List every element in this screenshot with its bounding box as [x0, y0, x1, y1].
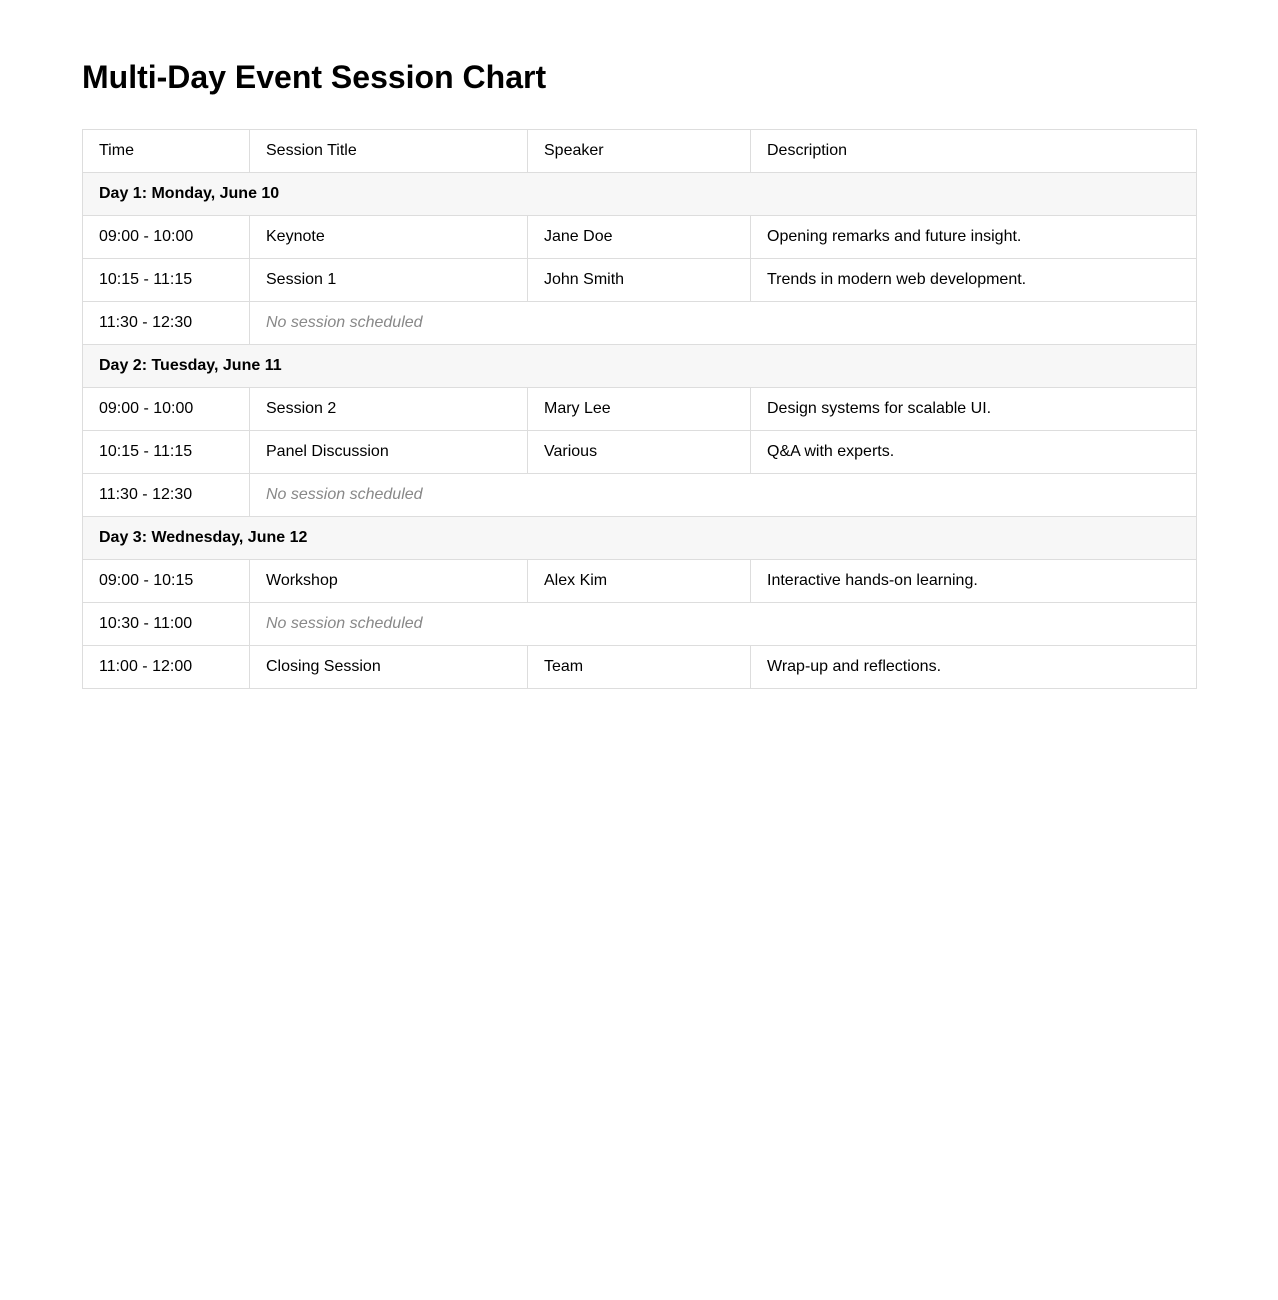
header-row: [83, 130, 1197, 173]
session-row: [83, 560, 1197, 603]
no-session-label: No session scheduled: [250, 474, 1197, 517]
session-time: 09:00 - 10:00: [83, 216, 250, 259]
day-header-row: [83, 345, 1197, 388]
column-header-time: Time: [83, 130, 250, 173]
day-label: Day 3: Wednesday, June 12: [83, 517, 1197, 560]
session-time: 10:15 - 11:15: [83, 259, 250, 302]
session-speaker: Mary Lee: [528, 388, 751, 431]
session-description: Trends in modern web development.: [751, 259, 1197, 302]
session-time: 10:30 - 11:00: [83, 603, 250, 646]
session-row: [83, 259, 1197, 302]
session-title: Closing Session: [250, 646, 528, 689]
day-header-row: [83, 173, 1197, 216]
session-description: Q&A with experts.: [751, 431, 1197, 474]
session-description: Wrap-up and reflections.: [751, 646, 1197, 689]
session-time: 09:00 - 10:15: [83, 560, 250, 603]
session-title: Session 2: [250, 388, 528, 431]
session-speaker: Various: [528, 431, 751, 474]
session-title: Workshop: [250, 560, 528, 603]
day-header-row: [83, 517, 1197, 560]
session-speaker: John Smith: [528, 259, 751, 302]
session-title: Panel Discussion: [250, 431, 528, 474]
column-header-session-title: Session Title: [250, 130, 528, 173]
session-speaker: Jane Doe: [528, 216, 751, 259]
session-title: Keynote: [250, 216, 528, 259]
session-row: [83, 302, 1197, 345]
session-row: [83, 646, 1197, 689]
day-label: Day 2: Tuesday, June 11: [83, 345, 1197, 388]
session-time: 11:30 - 12:30: [83, 302, 250, 345]
session-time: 09:00 - 10:00: [83, 388, 250, 431]
session-row: [83, 388, 1197, 431]
session-time: 11:00 - 12:00: [83, 646, 250, 689]
column-header-speaker: Speaker: [528, 130, 751, 173]
session-description: Opening remarks and future insight.: [751, 216, 1197, 259]
session-time: 10:15 - 11:15: [83, 431, 250, 474]
session-row: [83, 603, 1197, 646]
session-description: Design systems for scalable UI.: [751, 388, 1197, 431]
day-label: Day 1: Monday, June 10: [83, 173, 1197, 216]
session-time: 11:30 - 12:30: [83, 474, 250, 517]
column-header-description: Description: [751, 130, 1197, 173]
session-row: [83, 431, 1197, 474]
no-session-label: No session scheduled: [250, 302, 1197, 345]
session-table: [82, 129, 1197, 689]
session-row: [83, 474, 1197, 517]
session-title: Session 1: [250, 259, 528, 302]
session-description: Interactive hands-on learning.: [751, 560, 1197, 603]
session-speaker: Team: [528, 646, 751, 689]
page-title: Multi-Day Event Session Chart: [82, 59, 547, 95]
session-speaker: Alex Kim: [528, 560, 751, 603]
no-session-label: No session scheduled: [250, 603, 1197, 646]
session-row: [83, 216, 1197, 259]
